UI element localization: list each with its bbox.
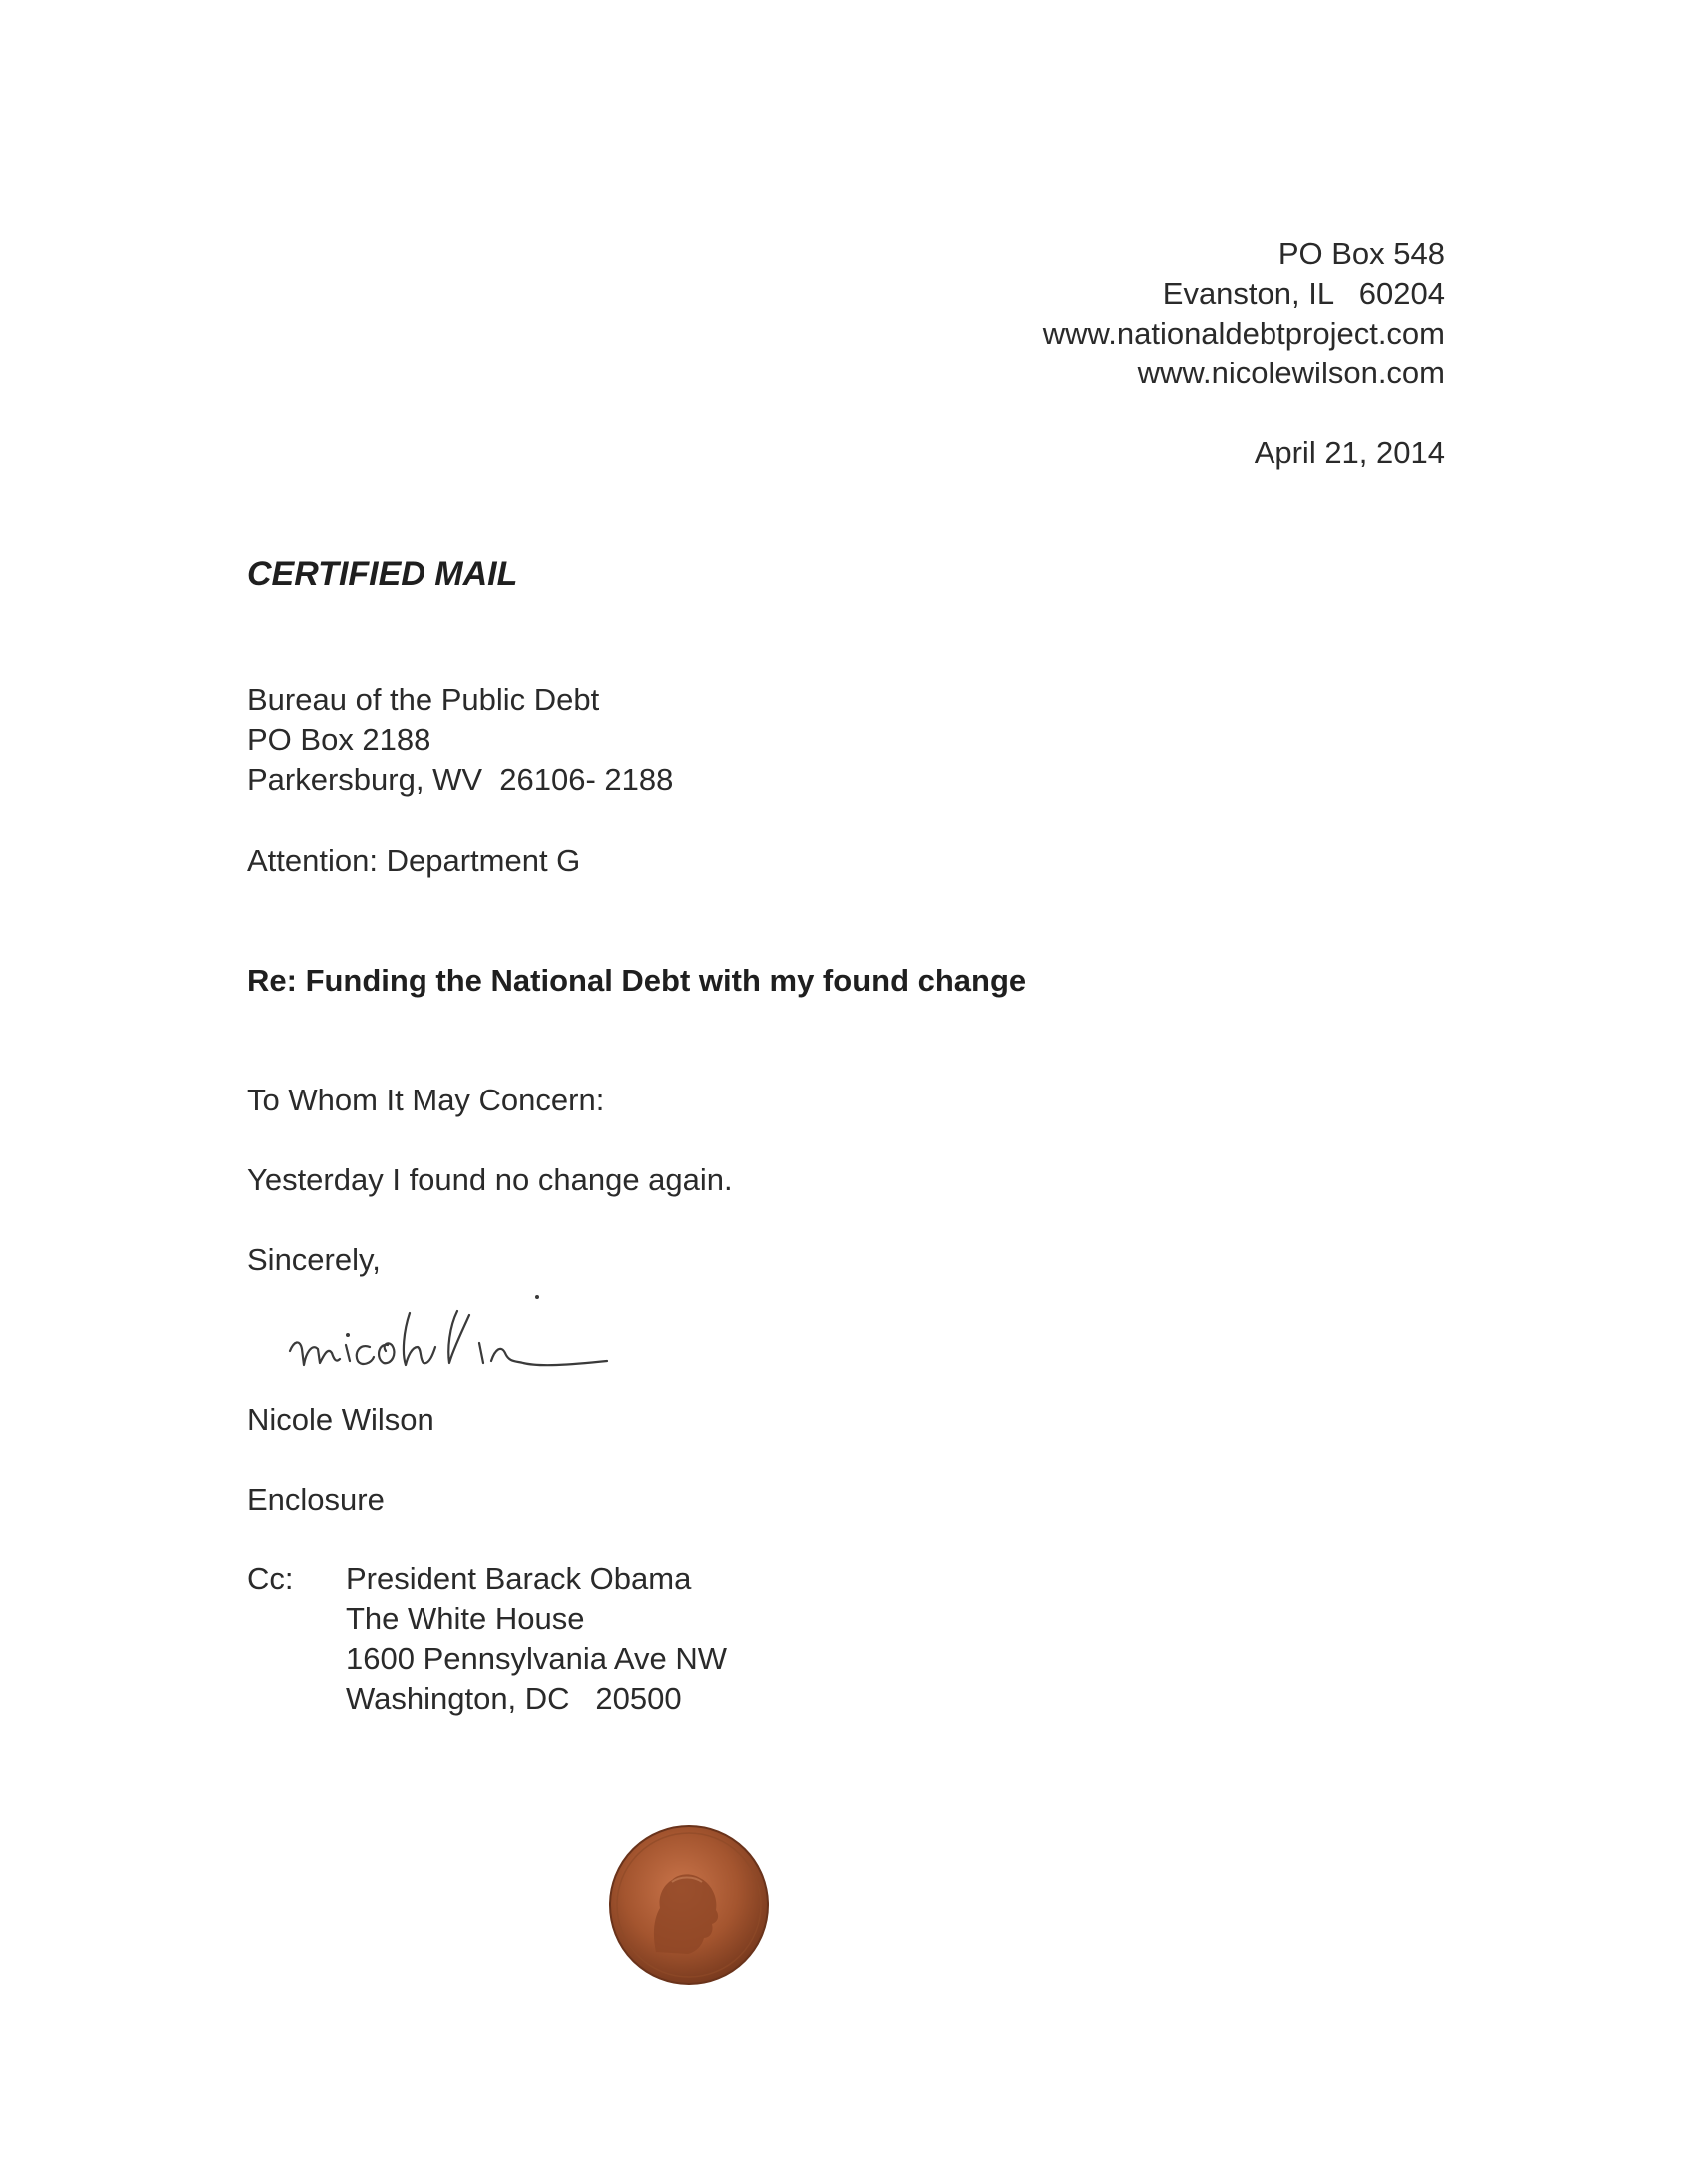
cc-recipient-city-state-zip: Washington, DC 20500 (346, 1681, 682, 1716)
handwritten-signature (280, 1283, 619, 1393)
sender-website-project: www.nationaldebtproject.com (1042, 316, 1445, 351)
recipient-po-box: PO Box 2188 (247, 722, 431, 757)
recipient-address (247, 680, 673, 800)
cc-recipient-org: The White House (346, 1601, 585, 1636)
recipient-city-state-zip: Parkersburg, WV 26106- 2188 (247, 762, 674, 797)
closing: Sincerely, (247, 1242, 381, 1277)
salutation: To Whom It May Concern: (247, 1083, 605, 1117)
subject-line: Re: Funding the National Debt with my found change (247, 963, 1027, 998)
recipient-name: Bureau of the Public Debt (247, 682, 600, 717)
sender-po-box: PO Box 548 (1277, 236, 1445, 271)
sender-city-state-zip: Evanston, IL 60204 (1162, 276, 1445, 311)
sender-address (1043, 234, 1445, 393)
signer-name: Nicole Wilson (247, 1402, 434, 1437)
cc-recipient-street: 1600 Pennsylvania Ave NW (346, 1641, 727, 1676)
certified-mail-label: CERTIFIED MAIL (247, 555, 518, 593)
letter-body: Yesterday I found no change again. (247, 1162, 733, 1197)
cc-label: Cc: (247, 1561, 294, 1596)
penny-coin-icon (608, 1824, 770, 1986)
cc-recipient-name: President Barack Obama (346, 1561, 692, 1596)
enclosure-note: Enclosure (247, 1482, 385, 1517)
cc-address (346, 1559, 727, 1719)
attention-line: Attention: Department G (247, 843, 581, 878)
sender-website-personal: www.nicolewilson.com (1137, 356, 1445, 390)
letter-date: April 21, 2014 (1254, 435, 1445, 470)
